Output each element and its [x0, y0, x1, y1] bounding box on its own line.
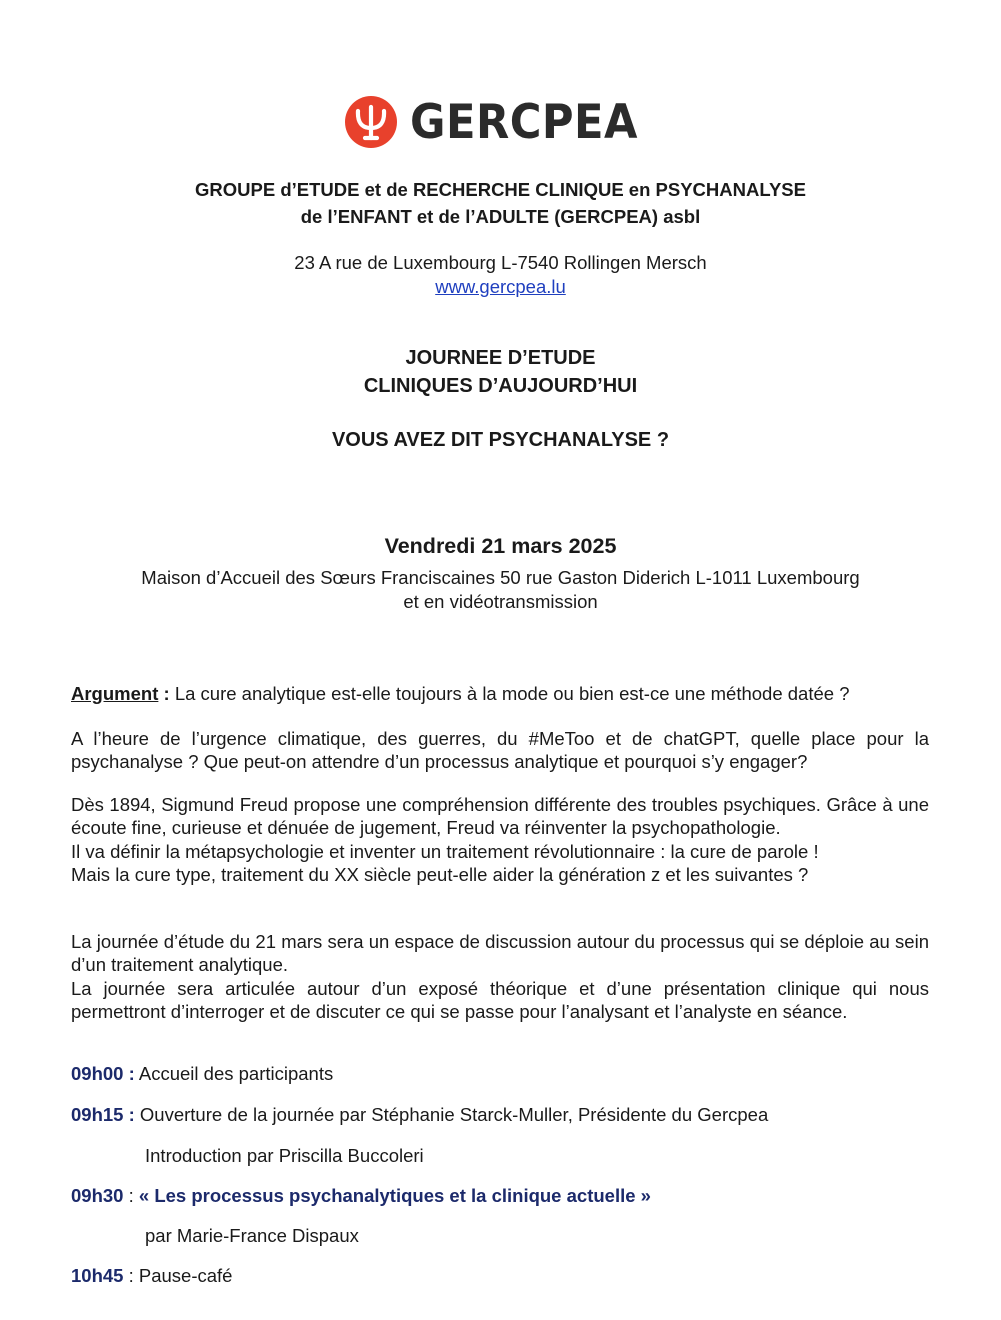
program-item-0930-sub: par Marie-France Dispaux [145, 1225, 359, 1246]
event-subtitle: VOUS AVEZ DIT PSYCHANALYSE ? [331, 429, 670, 451]
event-date: Vendredi 21 mars 2025 [384, 534, 617, 558]
program-text: Ouverture de la journée par Stéphanie Starck-Muller, Présidente du Gercpea [134, 1104, 769, 1125]
program-time: 09h30 [71, 1185, 124, 1206]
argument-p2c: Mais la cure type, traitement du XX siècle peut-elle aider la génération z et les suivantes ? [71, 863, 809, 885]
venue-block [0, 566, 1001, 614]
org-name-line1: GROUPE d’ETUDE et de RECHERCHE CLINIQUE en PSYCHANALYSE [195, 179, 806, 200]
event-title-line1: JOURNEE D’ETUDE [405, 347, 596, 369]
argument-paragraph-2 [71, 793, 929, 886]
venue-line2: et en vidéotransmission [403, 591, 598, 612]
argument-label: Argument [71, 683, 159, 704]
argument-paragraph-1 [71, 727, 929, 774]
program-item-0930 [71, 1184, 651, 1208]
event-title-line2: CLINIQUES D’AUJOURD’HUI [363, 375, 638, 397]
org-name-line2: de l’ENFANT et de l’ADULTE (GERCPEA) asbl [300, 206, 701, 227]
argument-intro [71, 682, 929, 705]
psi-icon [344, 95, 398, 149]
argument-p2a: Dès 1894, Sigmund Freud propose une compréhension différente des troubles psychiques. Grâce à une écoute fine, curieuse et dénuée de jugement, Freud va réinventer la psychopathologie. [71, 794, 929, 839]
event-title [0, 344, 1001, 400]
program-time: 09h15 : [71, 1104, 135, 1125]
program-item-0900 [71, 1062, 333, 1086]
argument-p1: A l’heure de l’urgence climatique, des guerres, du #MeToo et de chatGPT, quelle place pour la psychanalyse ? Que peut-on attendre d’un processus analytique et pourquoi s’y engager? [71, 728, 929, 773]
program-item-1045 [71, 1264, 232, 1288]
address-block [0, 251, 1001, 299]
postal-address: 23 A rue de Luxembourg L-7540 Rollingen Mersch [294, 252, 707, 273]
program-text: : Pause-café [123, 1265, 233, 1286]
program-time: 10h45 [71, 1265, 124, 1286]
organization-name [0, 176, 1001, 230]
logo-wordmark: GERCPEA [409, 94, 638, 150]
gercpea-logo [0, 94, 1001, 150]
program-item-0915 [71, 1103, 768, 1127]
website-link[interactable]: www.gercpea.lu [435, 276, 566, 297]
argument-colon: : [158, 683, 170, 704]
argument-question: La cure analytique est-elle toujours à la mode ou bien est-ce une méthode datée ? [169, 683, 850, 704]
venue-line1: Maison d’Accueil des Sœurs Franciscaines 50 rue Gaston Diderich L-1011 Luxembourg [141, 567, 860, 588]
argument-p3a: La journée d’étude du 21 mars sera un espace de discussion autour du processus qui se déploie au sein d’un traitement analytique. [71, 931, 929, 976]
program-separator: : [123, 1185, 139, 1206]
program-text: Accueil des participants [134, 1063, 334, 1084]
argument-paragraph-3 [71, 930, 929, 1023]
argument-p3b: La journée sera articulée autour d’un exposé théorique et d’une présentation clinique qui nous permettront d’interroger et de discuter ce qui se passe pour l’analysant et l’analyste en séance. [71, 977, 929, 1022]
program-time: 09h00 : [71, 1063, 135, 1084]
program-item-0915-sub: Introduction par Priscilla Buccoleri [145, 1145, 424, 1166]
talk-title: « Les processus psychanalytiques et la clinique actuelle » [138, 1185, 651, 1206]
argument-p2b: Il va définir la métapsychologie et inventer un traitement révolutionnaire : la cure de parole ! [71, 840, 819, 862]
